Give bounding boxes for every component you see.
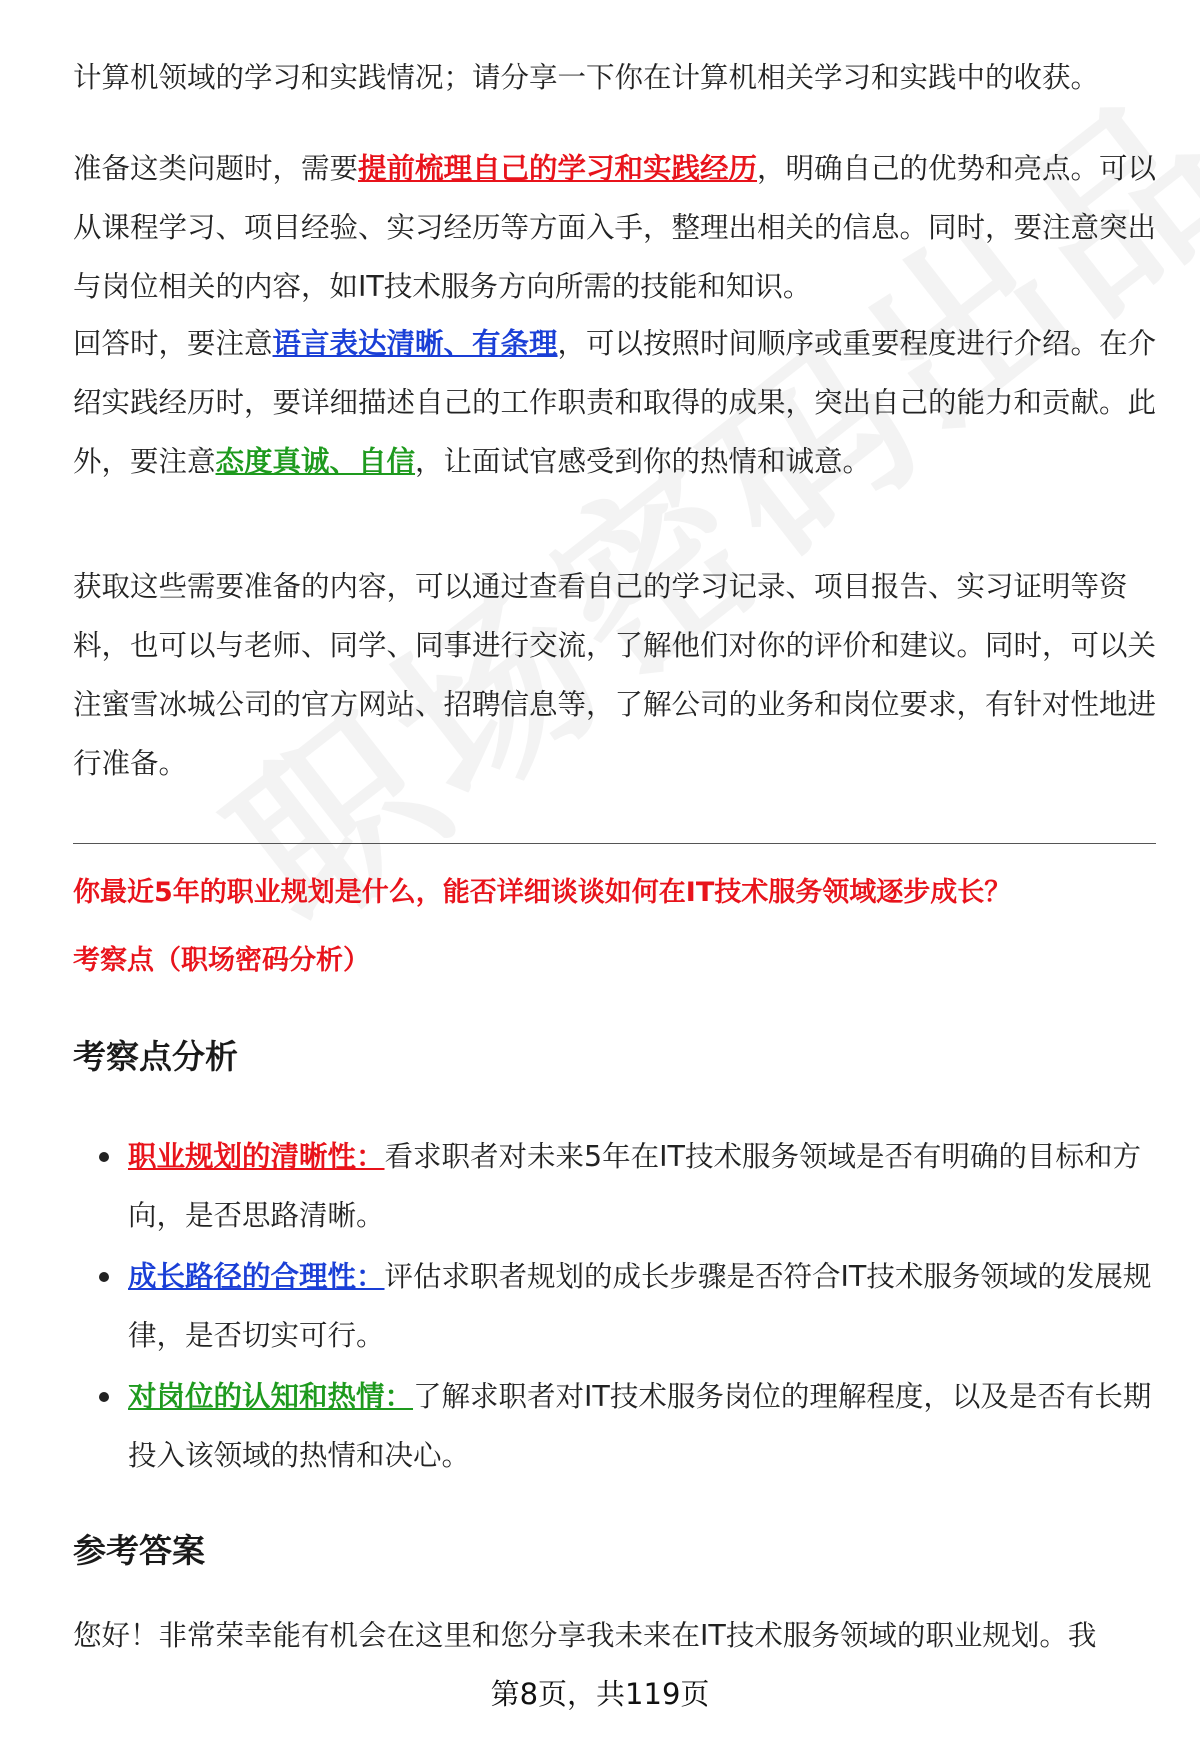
analysis-list — [73, 1127, 1163, 1487]
analysis-item-label: 对岗位的认知和热情： — [128, 1380, 414, 1413]
analysis-item-label: 职业规划的清晰性： — [128, 1140, 385, 1173]
section-divider — [73, 843, 1156, 844]
analysis-item-text: 看求职者对未来5年在IT技术服务领域是否有明确的目标和方向，是否思路清晰。 — [128, 1140, 1141, 1232]
paragraph-answering-start: 回答时，要注意 — [73, 327, 273, 360]
analysis-heading: 考察点分析 — [73, 1037, 238, 1076]
paragraph-answering — [73, 314, 1163, 491]
paragraph-answering-middle: ，可以按照时间顺序或重要程度进行介绍。在介绍实践经历时，要详细描述自己的工作职责和取得的成果，突出自己的能力和贡献。此外，要注意 — [73, 327, 1157, 478]
analysis-item-text: 评估求职者规划的成长步骤是否符合IT技术服务领域的发展规律，是否切实可行。 — [128, 1260, 1152, 1352]
bullet-dot — [99, 1392, 109, 1402]
answer-heading: 参考答案 — [73, 1531, 205, 1570]
highlight-review-experience: 提前梳理自己的学习和实践经历 — [358, 152, 758, 185]
paragraph-intro: 计算机领域的学习和实践情况；请分享一下你在计算机相关学习和实践中的收获。 — [73, 61, 1100, 94]
highlight-sincere-attitude: 态度真诚、自信 — [215, 445, 416, 478]
paragraph-prepare — [73, 139, 1163, 316]
paragraph-sources: 获取这些需要准备的内容，可以通过查看自己的学习记录、项目报告、实习证明等资料，也可以与老师、同学、同事进行交流，了解他们对你的评价和建议。同时，可以关注蜜雪冰城公司的官方网站、招聘信息等，了解公司的业务和岗位要求，有针对性地进行准备。 — [73, 570, 1157, 780]
analysis-item-clarity — [73, 1127, 1163, 1245]
highlight-clear-expression: 语言表达清晰、有条理 — [272, 327, 558, 360]
bullet-dot — [99, 1152, 109, 1162]
bullet-dot — [99, 1272, 109, 1282]
analysis-item-text: 了解求职者对IT技术服务岗位的理解程度，以及是否有长期投入该领域的热情和决心。 — [128, 1380, 1152, 1472]
paragraph-answering-end: ，让面试官感受到你的热情和诚意。 — [415, 445, 872, 478]
analysis-item-passion — [73, 1367, 1163, 1485]
question-title: 你最近5年的职业规划是什么，能否详细谈谈如何在IT技术服务领域逐步成长？ — [73, 877, 1012, 908]
paragraph-prepare-rest: ，明确自己的优势和亮点。可以从课程学习、项目经验、实习经历等方面入手，整理出相关的信息。同时，要注意突出与岗位相关的内容，如IT技术服务方向所需的技能和知识。 — [73, 152, 1157, 303]
paragraph-prepare-start: 准备这类问题时，需要 — [73, 152, 359, 185]
answer-text: 您好！非常荣幸能有机会在这里和您分享我未来在IT技术服务领域的职业规划。我 — [73, 1619, 1097, 1652]
question-subtitle: 考察点（职场密码分析） — [73, 945, 370, 976]
analysis-item-label: 成长路径的合理性： — [128, 1260, 385, 1293]
analysis-item-growth-path — [73, 1247, 1163, 1365]
page-number: 第8页，共119页 — [490, 1677, 710, 1711]
